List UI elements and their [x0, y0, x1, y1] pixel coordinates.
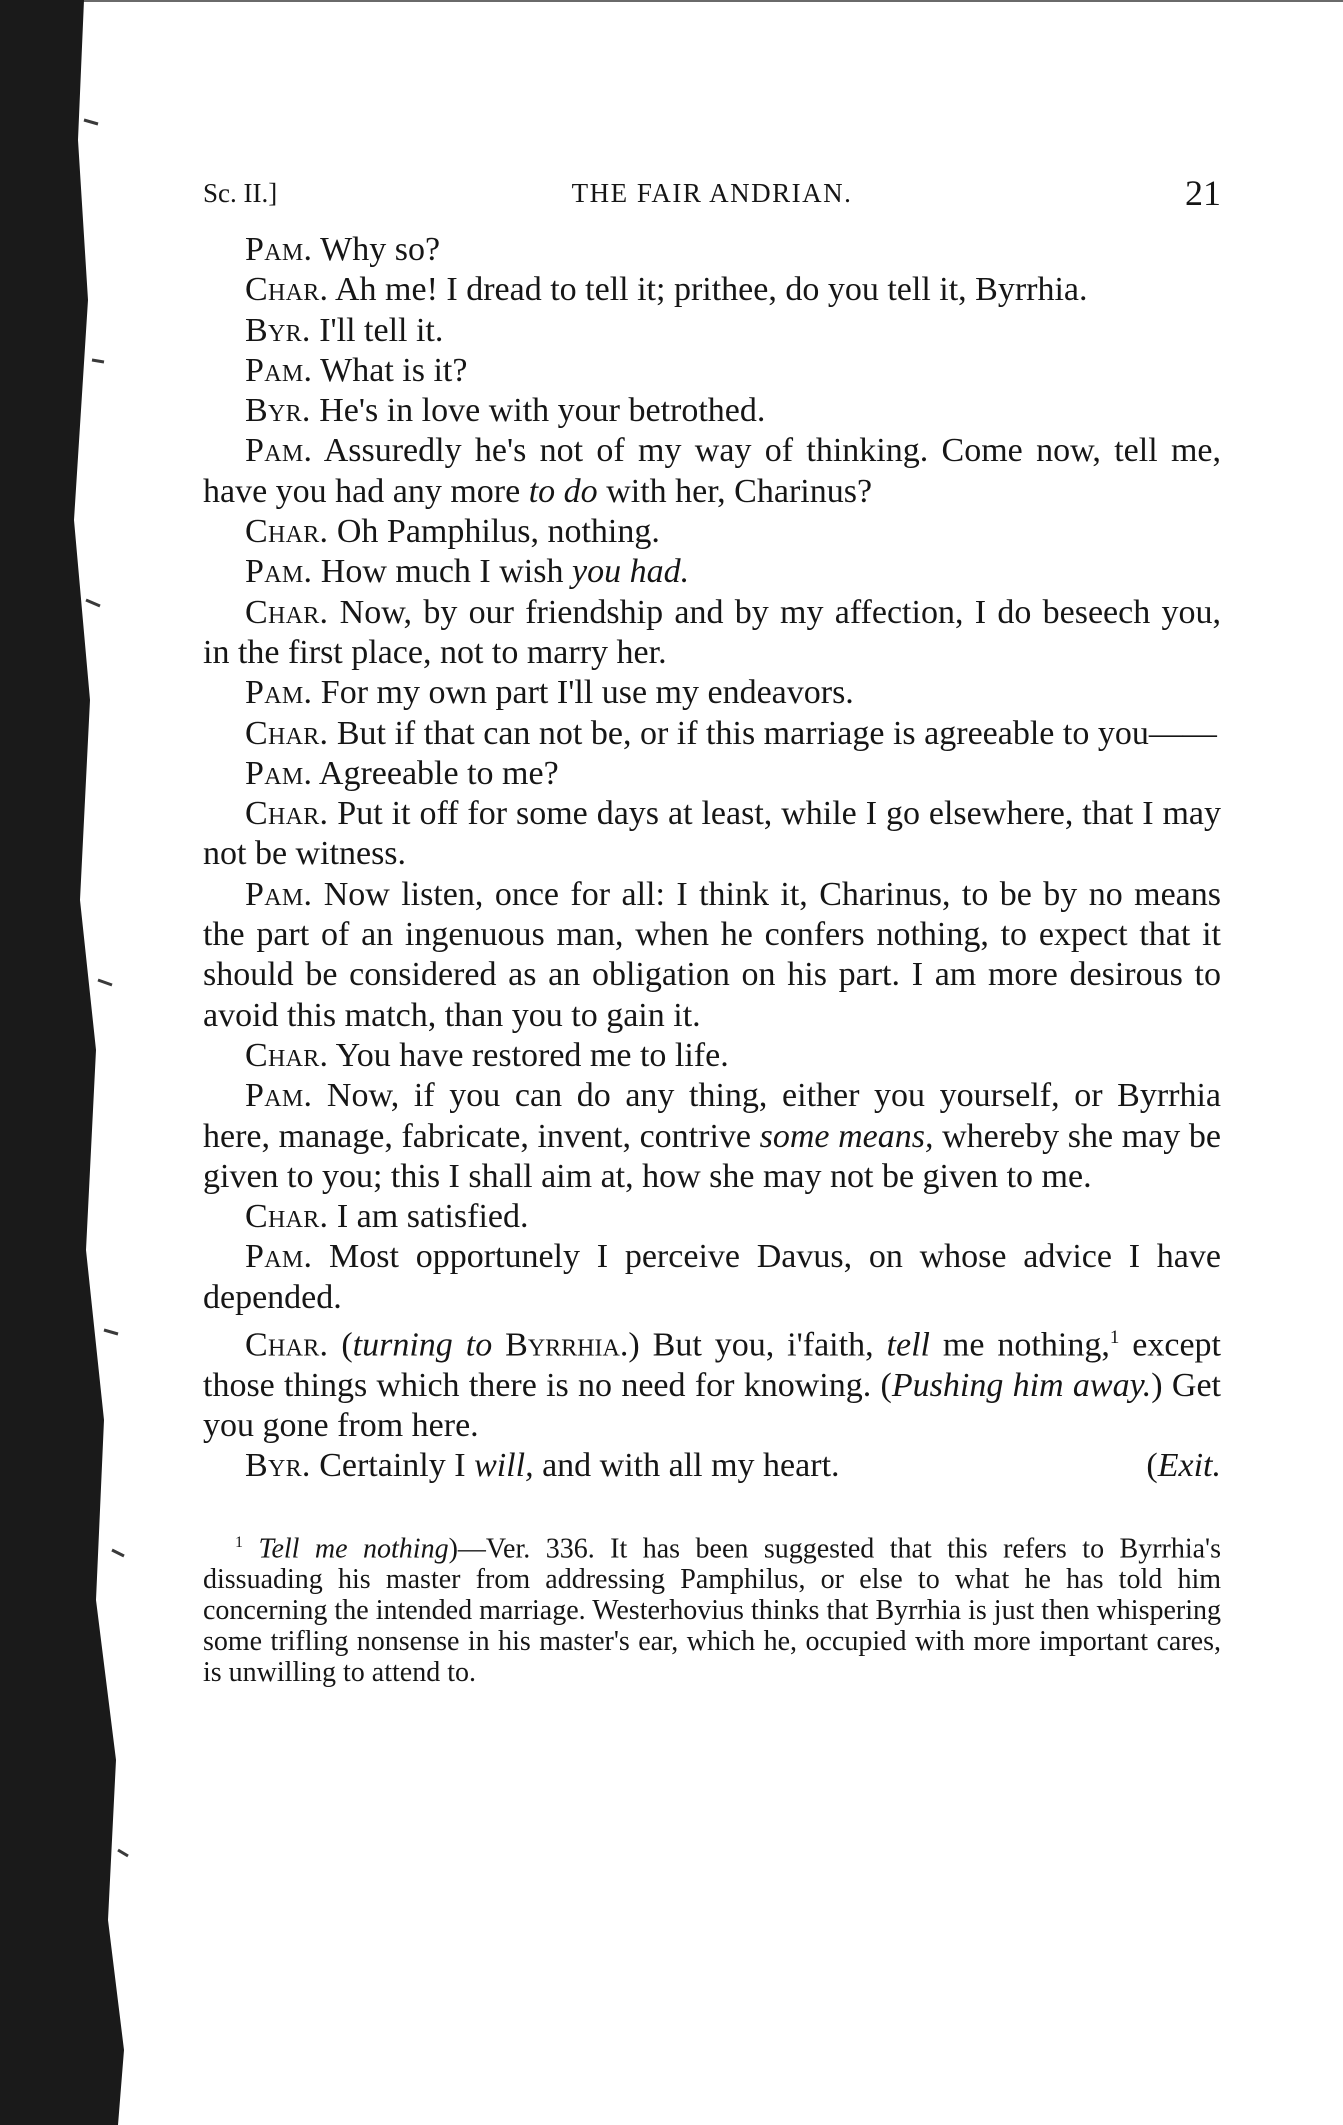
speech-10 [203, 673, 1221, 713]
speech-3 [203, 311, 1221, 351]
speaker: Byr. [245, 1447, 311, 1485]
speaker: Char. [245, 513, 329, 551]
speaker: Char. [245, 271, 329, 309]
speech-text: whereby she may be given to you; this I shall aim at, how she may not be given to me. [203, 1117, 1221, 1195]
footnote-1 [203, 1527, 1221, 1688]
speech-4 [203, 351, 1221, 391]
stage-paren-close: ) [628, 1326, 653, 1364]
speech-text: and with all my heart. [533, 1447, 840, 1485]
book-page [203, 168, 1221, 1688]
footnote-reference[interactable]: 1 [1109, 1327, 1120, 1349]
speech-9 [203, 593, 1221, 674]
speaker: Char. [245, 1036, 329, 1074]
speech-text: Agreeable to me? [312, 754, 559, 792]
speaker: Char. [245, 1326, 329, 1364]
stage-direction-name: Byrrhia. [492, 1326, 629, 1364]
speaker: Byr. [245, 311, 311, 349]
speech-text: For my own part I'll use my endeavors. [312, 674, 854, 712]
speaker: Char. [245, 714, 329, 752]
exit-paren: ( [1146, 1447, 1158, 1485]
speaker: Pam. [245, 674, 313, 712]
speech-11 [203, 714, 1221, 754]
speech-text: Assuredly he's not of my way of thinking. Come now, tell me, have you had any more [203, 432, 1221, 510]
stage-direction: turning to [352, 1326, 493, 1364]
speaker: Char. [245, 795, 329, 833]
speaker: Pam. [245, 1077, 313, 1115]
speech-text: How much I wish [312, 553, 572, 591]
speech-16 [203, 1076, 1221, 1197]
speech-text: Oh Pamphilus, nothing. [328, 513, 660, 551]
speaker: Pam. [245, 553, 313, 591]
speech-text: Ah me! I dread to tell it; prithee, do you tell it, Byrrhia. [328, 271, 1088, 309]
speech-6 [203, 431, 1221, 512]
speech-emphasis: you had. [571, 553, 690, 591]
stage-paren-open: ( [328, 1326, 353, 1364]
speech-text: Put it off for some days at least, while I go elsewhere, that I may not be witness. [203, 795, 1221, 873]
speech-emphasis: tell [886, 1326, 930, 1364]
exit-direction [1104, 1446, 1221, 1486]
speech-8 [203, 552, 1221, 592]
speech-text: Now listen, once for all: I think it, Charinus, to be by no means the part of an ingenuous man, when he confers nothing, to expect that it should be considered as an obligation on his part. I am more desirous to avoid this match, than you to gain it. [203, 875, 1221, 1034]
speech-text: But if that can not be, or if this marriage is agreeable to you—— [328, 714, 1217, 752]
speaker: Pam. [245, 432, 313, 470]
top-edge-rule [0, 0, 1343, 2]
speech-text: You have restored me to life. [328, 1036, 729, 1074]
speech-text: Why so? [312, 231, 441, 268]
footnote-text: )—Ver. 336. It has been suggested that this refers to Byrrhia's dissuading his master from addressing Pamphilus, or else to what he has told him concerning the intended marriage. Westerhovius thinks that Byrrhia is just then whispering some trifling nonsense in his master's ear, which he, occupied with more important cares, is unwilling to attend to. [203, 1532, 1221, 1688]
page-number: 21 [1185, 173, 1221, 213]
footnote-mark: 1 [235, 1533, 243, 1551]
speech-5 [203, 391, 1221, 431]
footnote-lead: Tell me nothing [243, 1532, 449, 1564]
speech-7 [203, 512, 1221, 552]
speaker: Pam. [245, 754, 313, 792]
speech-18 [203, 1237, 1221, 1318]
speaker: Pam. [245, 1238, 313, 1276]
speech-text: Most opportunely I perceive Davus, on whose advice I have depended. [203, 1238, 1221, 1316]
speech-text: me nothing, [929, 1326, 1110, 1364]
speech-text: I am satisfied. [328, 1198, 529, 1236]
speech-emphasis: some means, [759, 1117, 934, 1155]
footnotes [203, 1527, 1221, 1688]
speech-text: with her, Charinus? [597, 472, 873, 510]
speech-14 [203, 875, 1221, 1036]
dialogue-text [203, 230, 1221, 1487]
speech-text: He's in love with your betrothed. [310, 392, 766, 430]
section-label: Sc. II.] [203, 178, 278, 208]
speech-15 [203, 1036, 1221, 1076]
speaker: Pam. [245, 875, 313, 913]
speech-emphasis: to do [528, 472, 598, 510]
speech-text: ) Get you gone from here. [203, 1366, 1221, 1444]
speech-text: Certainly I [310, 1447, 475, 1485]
speaker: Char. [245, 1198, 329, 1236]
speech-text: Now, by our friendship and by my affection, I do beseech you, in the first place, not to marry her. [203, 593, 1221, 671]
speech-text: I'll tell it. [310, 311, 444, 349]
running-title: THE FAIR ANDRIAN. [571, 178, 853, 208]
speech-2 [203, 270, 1221, 310]
running-header [203, 168, 1221, 228]
speech-emphasis: will, [474, 1447, 534, 1485]
exit-label: Exit. [1157, 1447, 1221, 1485]
speech-text: But you, i'faith, [652, 1326, 887, 1364]
speaker: Byr. [245, 392, 311, 430]
speech-text: What is it? [312, 351, 468, 389]
speech-1 [203, 230, 1221, 270]
speech-12 [203, 754, 1221, 794]
speaker: Char. [245, 593, 329, 631]
page-binding-shadow [0, 0, 130, 2125]
binding-edge-graphic [0, 0, 130, 2125]
speaker: Pam. [245, 231, 313, 268]
speech-17 [203, 1197, 1221, 1237]
stage-direction: Pushing him away. [891, 1366, 1152, 1404]
speech-13 [203, 794, 1221, 875]
speaker: Pam. [245, 351, 313, 389]
speech-text: except those things which there is no need for knowing. ( [203, 1326, 1222, 1404]
speech-19 [203, 1318, 1221, 1446]
speech-20 [203, 1446, 1221, 1486]
speech-text: Now, if you can do any thing, either you yourself, or Byrrhia here, manage, fabricate, invent, contrive [203, 1077, 1221, 1155]
